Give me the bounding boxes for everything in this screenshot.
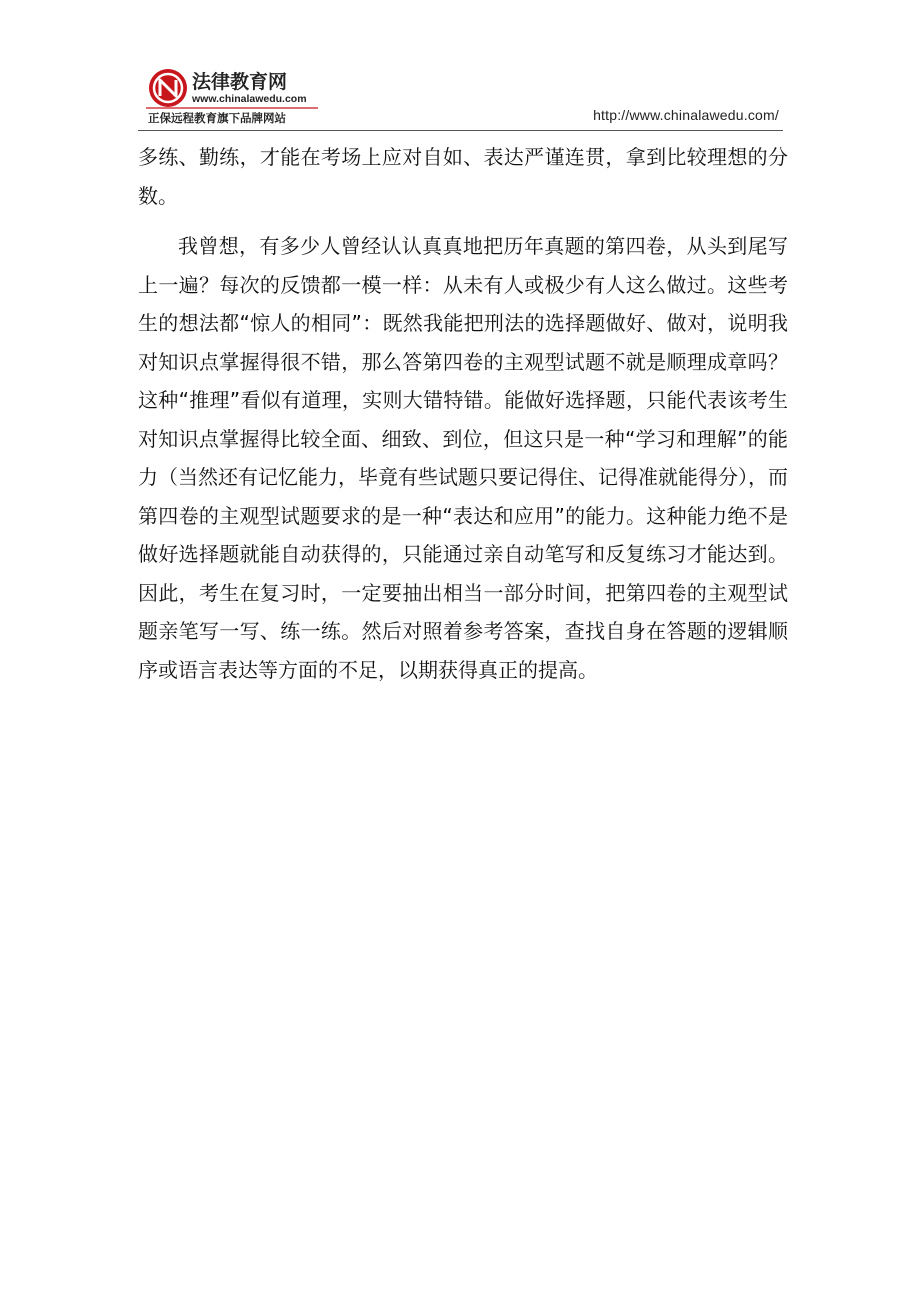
logo-domain: www.chinalawedu.com <box>192 93 307 105</box>
paragraph-1: 多练、勤练，才能在考场上应对自如、表达严谨连贯，拿到比较理想的分数。 <box>138 145 788 208</box>
page-header <box>138 62 783 132</box>
logo-name: 法律教育网 <box>192 71 288 93</box>
paragraph-2: 我曾想，有多少人曾经认认真真地把历年真题的第四卷，从头到尾写上一遍？每次的反馈都一模一样：从未有人或极少有人这么做过。这些考生的想法都“惊人的相同”：既然我能把刑法的选择题做好、做对，说明我对知识点掌握得很不错，那么答第四卷的主观型试题不就是顺理成章吗？这种“推理”看似有道理，实则大错特错。能做好选择题，只能代表该考生对知识点掌握得比较全面、细致、到位，但这只是一种“学习和理解”的能力（当然还有记忆能力，毕竟有些试题只要记得住、记得准就能得分），而第四卷的主观型试题要求的是一种“表达和应用”的能力。这种能力绝不是做好选择题就能自动获得的，只能通过亲自动笔写和反复练习才能达到。因此，考生在复习时，一定要抽出相当一部分时间，把第四卷的主观型试题亲笔写一写、练一练。然后对照着参考答案，查找自身在答题的逻辑顺序或语言表达等方面的不足，以期获得真正的提高。 <box>138 234 788 682</box>
header-url[interactable]: http://www.chinalawedu.com/ <box>593 107 779 123</box>
logo-slogan: 正保远程教育旗下品牌网站 <box>148 111 286 125</box>
document-body <box>138 138 788 689</box>
site-logo[interactable] <box>146 66 326 126</box>
logo-graphic <box>146 66 326 126</box>
header-divider <box>138 130 783 131</box>
watermark: www.zixin.com.cn <box>300 901 837 973</box>
